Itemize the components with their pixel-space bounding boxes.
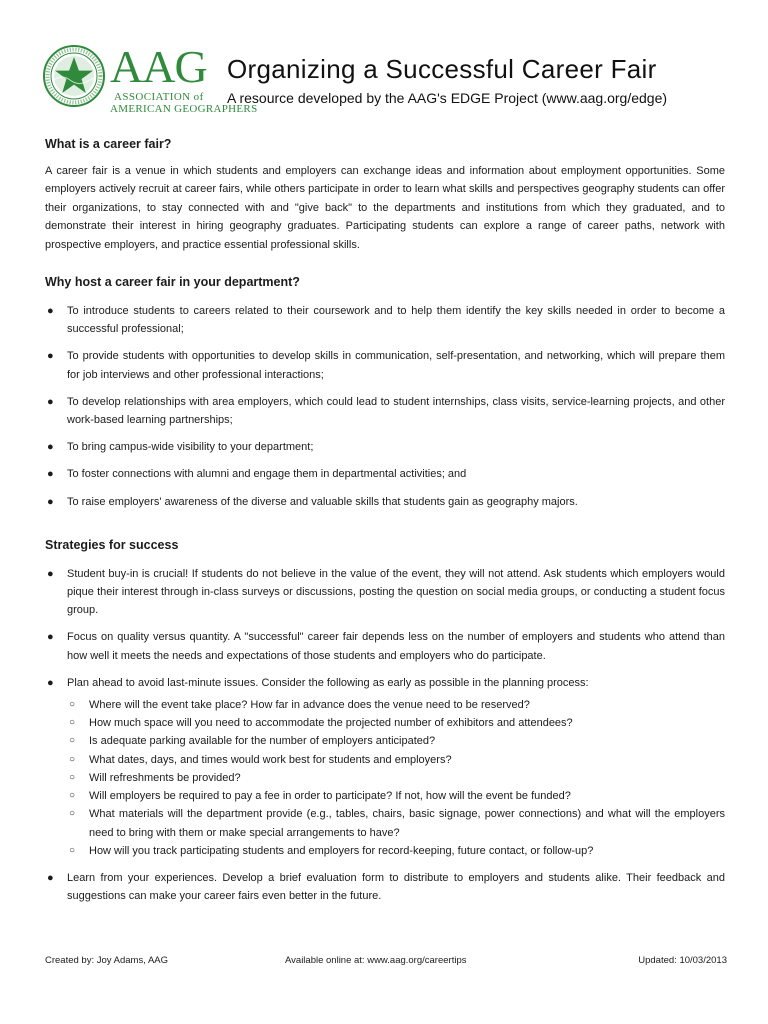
sub-list-item: ○ Will refreshments be provided? [67, 769, 725, 787]
bullet-icon: ● [47, 468, 54, 481]
sub-bullet-icon: ○ [69, 790, 76, 802]
title-block [227, 54, 667, 107]
sub-bullet-icon: ○ [69, 844, 76, 856]
document-header [42, 41, 732, 115]
aag-seal-icon [42, 44, 106, 108]
sub-list-item: ○ Is adequate parking available for the number of employers anticipated? [67, 732, 725, 750]
bullet-icon: ● [47, 395, 54, 408]
footer-created-by: Created by: Joy Adams, AAG [45, 955, 169, 966]
bullet-icon: ● [47, 871, 54, 884]
list-item: ● Plan ahead to avoid last-minute issues. Consider the following as early as possible in the planning process: ○ Where will the event take place? How far in advance does the venue need to be reserved? ○ How much space will you need to accommodate the projected number of exhibitors and attendees? ○ Is adequate parking available for the number of employers anticipated? ○ What dates, days, and times would work best for students and employers? ○ Will refreshments be provided? ○ Will employers be required to pay a fee in order to participate? If not, how will the event be funded? ○ What materials will the department provide (e.g., tables, chairs, basic signage, power connections) and what will the employers need to bring with them or make special arrangements to have? ○ How will you track participating students and employers for record-keeping, future contact, or follow-up? [45, 674, 725, 860]
list-item: ● To provide students with opportunities to develop skills in communication, self-presentation, and networking, which will prepare them for job interviews and other professional interactions; [45, 347, 725, 383]
aag-logo-text [110, 41, 258, 115]
sub-list-item: ○ How much space will you need to accommodate the projected number of exhibitors and attendees? [67, 714, 725, 732]
footer-available-online: Available online at: www.aag.org/careertips [285, 955, 467, 966]
logo-abbr: AAG [110, 41, 207, 92]
sub-bullet-icon: ○ [69, 808, 76, 820]
sub-list-item: ○ What dates, days, and times would work best for students and employers? [67, 751, 725, 769]
list-item: ● To introduce students to careers related to their coursework and to help them identify the key skills needed in order to become a successful professional; [45, 302, 725, 338]
bullet-icon: ● [47, 631, 54, 644]
list-item: ● Learn from your experiences. Develop a brief evaluation form to distribute to employers and students alike. Their feedback and suggestions can make your career fairs even better in the future. [45, 869, 725, 905]
sub-bullet-icon: ○ [69, 771, 76, 783]
list-item: ● Focus on quality versus quantity. A "successful" career fair depends less on the number of employers and students who attend than how well it meets the needs and expectations of those students and employers who do participate. [45, 628, 725, 664]
section-paragraph-what: A career fair is a venue in which students and employers can exchange ideas and information about employment opportunities. Some employers actively recruit at career fairs, while others participate in order to learn what skills and perspectives geography students can offer their organizations, to stay connected with and "give back" to the departments and institutions from which they graduated, and to demonstrate their interest in hiring geography graduates. Participating students can explore a range of career paths, network with prospective employers, and practice essential professional skills. [45, 165, 725, 251]
section-heading-strategies: Strategies for success [45, 537, 179, 552]
why-bullet-list [45, 302, 725, 511]
list-item: ● To raise employers' awareness of the diverse and valuable skills that students gain as geography majors. [45, 493, 725, 511]
bullet-icon: ● [47, 305, 54, 318]
sub-bullet-icon: ○ [69, 717, 76, 729]
list-item: ● Student buy-in is crucial! If students do not believe in the value of the event, they will not attend. Ask students which employers would pique their interest through in-class surveys or discussions, posting the question on social media groups, or conducting a student focus group. [45, 565, 725, 620]
planning-sub-list [67, 696, 725, 860]
bullet-icon: ● [47, 350, 54, 363]
bullet-icon: ● [47, 676, 54, 689]
logo-line-1: ASSOCIATION of [114, 91, 204, 103]
bullet-icon: ● [47, 495, 54, 508]
sub-bullet-icon: ○ [69, 735, 76, 747]
list-item: ● To foster connections with alumni and engage them in departmental activities; and [45, 465, 725, 483]
document-body [45, 136, 725, 905]
sub-bullet-icon: ○ [69, 699, 76, 711]
document-title: Organizing a Successful Career Fair [227, 54, 657, 84]
sub-list-item: ○ Will employers be required to pay a fee in order to participate? If not, how will the event be funded? [67, 787, 725, 805]
bullet-icon: ● [47, 567, 54, 580]
section-heading-why: Why host a career fair in your department? [45, 275, 300, 290]
sub-list-item: ○ Where will the event take place? How far in advance does the venue need to be reserved? [67, 696, 725, 714]
logo-line-2: AMERICAN GEOGRAPHERS [110, 103, 258, 115]
list-item: ● To develop relationships with area employers, which could lead to student internships, class visits, service-learning projects, and other work-based learning partnerships; [45, 393, 725, 429]
strategies-bullet-list [45, 565, 725, 905]
bullet-icon: ● [47, 441, 54, 454]
sub-list-item: ○ What materials will the department provide (e.g., tables, chairs, basic signage, power connections) and what will the employers need to bring with them or make special arrangements to have? [67, 805, 725, 841]
list-item: ● To bring campus-wide visibility to your department; [45, 438, 725, 456]
footer-updated-date: Updated: 10/03/2013 [638, 955, 727, 966]
section-heading-what: What is a career fair? [45, 137, 172, 151]
document-footer [45, 955, 727, 971]
sub-bullet-icon: ○ [69, 753, 76, 765]
sub-list-item: ○ How will you track participating students and employers for record-keeping, future contact, or follow-up? [67, 842, 725, 860]
document-subtitle: A resource developed by the AAG's EDGE Project (www.aag.org/edge) [227, 90, 668, 106]
